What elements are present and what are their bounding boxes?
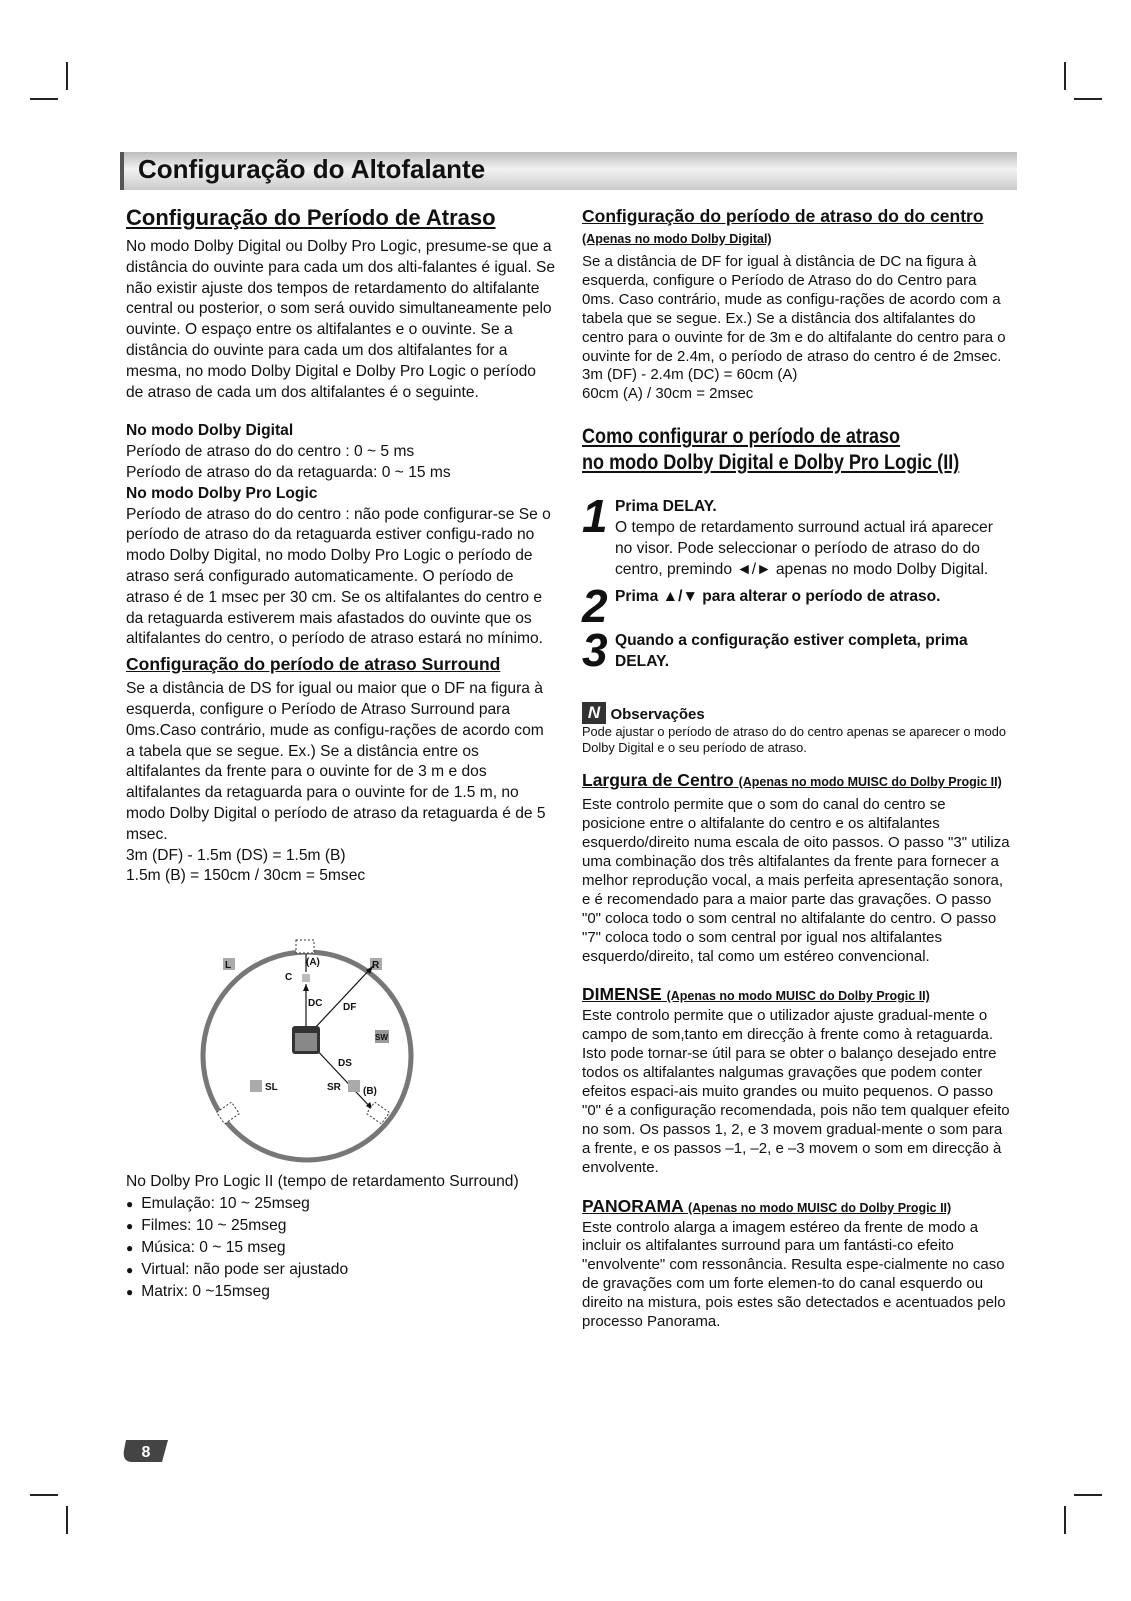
center-speaker [296, 940, 314, 953]
dolby-digital-title: No modo Dolby Digital [126, 422, 294, 440]
step-number-1: 1 [582, 490, 608, 543]
page-title: Configuração do Altofalante [138, 154, 486, 184]
note-block [582, 702, 1012, 756]
crop-mark [1064, 1506, 1066, 1534]
note-text: Pode ajustar o período de atraso do do centro apenas se aparecer o modo Dolby Digital e o seu período de atraso. [582, 724, 1007, 756]
surround-text: Se a distância de DS for igual ou maior que o DF na figura à esquerda, configure o Período de Atraso Surround para 0ms.Caso contrário, mude as configu-rações de acordo com a tabela que se segue. Ex.) Se a distância entre os altifalantes da frente para o ouvinte for de 3 m e dos altifalantes da retaguarda para o ouvinte for de 1.5 m, no modo Dolby Digital o período de atraso da retaguarda é de 5 msec. [126, 680, 546, 843]
speaker-layout-diagram [195, 938, 425, 1168]
page-title-banner [120, 152, 1017, 190]
step-1-title: Prima DELAY. [615, 498, 717, 516]
crop-mark [30, 1494, 58, 1496]
step-3 [582, 624, 1012, 677]
crop-mark [1064, 62, 1066, 90]
list-item: ● Música: 0 ~ 15 mseg [126, 1237, 556, 1259]
pro-logic-text: Período de atraso do do centro : não pode configurar-se Se o período de atraso do da retaguarda estiver configu-rado no modo Dolby Digital, no modo Dolby Pro Logic o período de atraso será configurado automaticamente. O período de atraso é de 1 msec per 30 cm. Se os altifalantes do centro e da retaguarda estiverem mais afastados do ouvinte que os altifalantes do centro, o período de atraso estará no mínimo. [126, 505, 551, 648]
r-label: R [372, 960, 380, 971]
center-delay-heading [582, 206, 1012, 250]
list-item: ● Virtual: não pode ser ajustado [126, 1259, 556, 1281]
dimense-heading [582, 984, 1012, 1007]
sr-marker [348, 1080, 360, 1092]
note-icon: N [582, 702, 606, 724]
pl2-list [126, 1193, 556, 1303]
a-label: (A) [306, 957, 320, 968]
center-width-heading-note: (Apenas no modo MUISC do Dolby Progic II) [738, 775, 1002, 790]
page-number: 8 [141, 1444, 151, 1461]
sl-label: SL [265, 1082, 278, 1093]
pro-logic-title: No modo Dolby Pro Logic [126, 484, 318, 502]
sw-label: SW [375, 1033, 388, 1042]
surround-calc-2: 1.5m (B) = 150cm / 30cm = 5msec [126, 867, 366, 885]
page-number-badge [122, 1438, 170, 1464]
list-item: ● Filmes: 10 ~ 25mseg [126, 1215, 556, 1237]
ds-line [313, 1046, 373, 1110]
surround-heading: Configuração do período de atraso Surround [126, 654, 501, 675]
step-number-3: 3 [582, 624, 608, 677]
step-1 [582, 490, 1012, 580]
dolby-digital-rear: Período de atraso do da retaguarda: 0 ~ 15 ms [126, 463, 451, 481]
pl2-title: No Dolby Pro Logic II (tempo de retardamento Surround) [126, 1173, 519, 1190]
dimense-text: Este controlo permite que o utilizador ajuste gradual-mente o campo de som,tanto em direcção à frente como à retaguarda. Isto pode tornar-se útil para se obter o balanço desejado entre todos os altifalantes nalgumas gravações que podem conter efeitos espaci-ais muito grandes ou muito pequenos. O passo "0" é a configuração recomendada, pois não tem qualquer efeito no som. Os passos 1, 2, e 3 movem gradual-mente o som para a frente, e os passos –1, –2, e –3 movem o som em direcção à envolvente. [582, 1007, 1010, 1176]
listening-circle [203, 952, 411, 1160]
dolby-digital-center: Período de atraso do do centro : 0 ~ 5 ms [126, 443, 415, 461]
dimense-heading-note: (Apenas no modo MUISC do Dolby Progic II) [666, 989, 930, 1004]
center-delay-heading-note: (Apenas no modo Dolby Digital) [582, 232, 772, 246]
c-label: C [285, 972, 293, 983]
df-label: DF [343, 1002, 357, 1013]
left-column [126, 205, 556, 887]
panorama-heading-text: PANORAMA [582, 1195, 684, 1216]
panorama-heading-note: (Apenas no modo MUISC do Dolby Progic II) [687, 1200, 952, 1215]
howto-heading-line2: no modo Dolby Digital e Dolby Pro Logic (II) [582, 451, 960, 475]
center-width-text: Este controlo permite que o som do canal do centro se posicione entre o altifalante do centro e os altifalantes esquerdo/direito numa escala de oito passos. O passo "3" utiliza uma combinação dos três altifalantes da frente para fornecer a melhor reprodução vocal, a mais perfeita apresentação sonora, e é recomendado para a maior parte das gravações. O passo "0" coloca todo o som central no altifalante do centro. O passo "7" coloca todo o som central por igual nos altifalantes esquerdo/direito, tal como um estéreo convencional. [582, 796, 1010, 965]
center-width-heading-text: Largura de Centro [582, 770, 734, 791]
center-calc-2: 60cm (A) / 30cm = 2msec [582, 385, 754, 403]
center-width-heading [582, 770, 1012, 793]
panorama-text: Este controlo alarga a imagem estéreo da frente de modo a incluir os altifalantes surround para um fantásti-co efeito "envolvente" com ressonância. Resulta espe-cialmente no caso de gravações com um forte elemen-to do canal esquerdo ou direito na mistura, pois estes são detectados e acentuados pelo processo Panorama. [582, 1218, 1006, 1331]
crop-mark [1074, 98, 1102, 100]
crop-mark [1074, 1494, 1102, 1496]
l-label: L [225, 960, 232, 971]
rear-left-speaker [217, 1102, 240, 1124]
ds-label: DS [338, 1058, 352, 1069]
b-label: (B) [363, 1086, 377, 1097]
panorama-heading [582, 1196, 1012, 1219]
crop-mark [66, 1506, 68, 1534]
step-3-title: Quando a configuração estiver completa, prima DELAY. [615, 632, 968, 671]
right-column [582, 206, 1012, 1332]
surround-calc-1: 3m (DF) - 1.5m (DS) = 1.5m (B) [126, 846, 346, 864]
center-delay-text: Se a distância de DF for igual à distância de DC na figura à esquerda, configure o Período de Atraso do do Centro para 0ms. Caso contrário, mude as configu-rações de acordo com a tabela que se segue. Ex.) Se a distância dos altifalantes do centro para o ouvinte for de 3m e do altifalante do centro para o ouvinte for de 2.4m, o período de atraso do centro é de 2msec. [582, 253, 1006, 365]
c-marker [302, 974, 310, 982]
section-heading-delay: Configuração do Período de Atraso [126, 205, 496, 230]
dc-label: DC [308, 998, 323, 1009]
step-number-2: 2 [582, 580, 608, 633]
center-calc-1: 3m (DF) - 2.4m (DC) = 60cm (A) [582, 366, 798, 384]
crop-mark [30, 98, 58, 100]
list-item: ● Emulação: 10 ~ 25mseg [126, 1193, 556, 1215]
step-2-title: Prima ▲/▼ para alterar o período de atraso. [615, 588, 941, 606]
dimense-heading-text: DIMENSE [582, 984, 662, 1005]
list-item: ● Matrix: 0 ~15mseg [126, 1281, 556, 1303]
howto-heading-line1: Como configurar o período de atraso [582, 425, 901, 449]
intro-text: No modo Dolby Digital ou Dolby Pro Logic, presume-se que a distância do ouvinte para cada um dos alti-falantes é igual. Se não existir ajuste dos tempos de retardamento do altifalante central ou posterior, o som será ouvido simultaneamente pelo ouvinte. O espaço entre os altifalantes e o ouvinte. Se a distância do ouvinte para cada um dos altifalantes for a mesma, no modo Dolby Digital e Dolby Pro Logic o período de atraso de cada um dos altifalantes é o seguinte. [126, 238, 556, 401]
sl-marker [250, 1080, 262, 1092]
pl2-section [126, 1172, 556, 1303]
step-1-text: O tempo de retardamento surround actual irá aparecer no visor. Pode seleccionar o período de atraso do do centro, premindo ◄/► apenas no modo Dolby Digital. [615, 519, 993, 579]
crop-mark [66, 62, 68, 90]
step-2 [582, 580, 1012, 633]
sr-label: SR [327, 1082, 341, 1093]
center-delay-heading-text: Configuração do período de atraso do do centro [582, 206, 984, 226]
note-title: Observações [610, 706, 705, 724]
